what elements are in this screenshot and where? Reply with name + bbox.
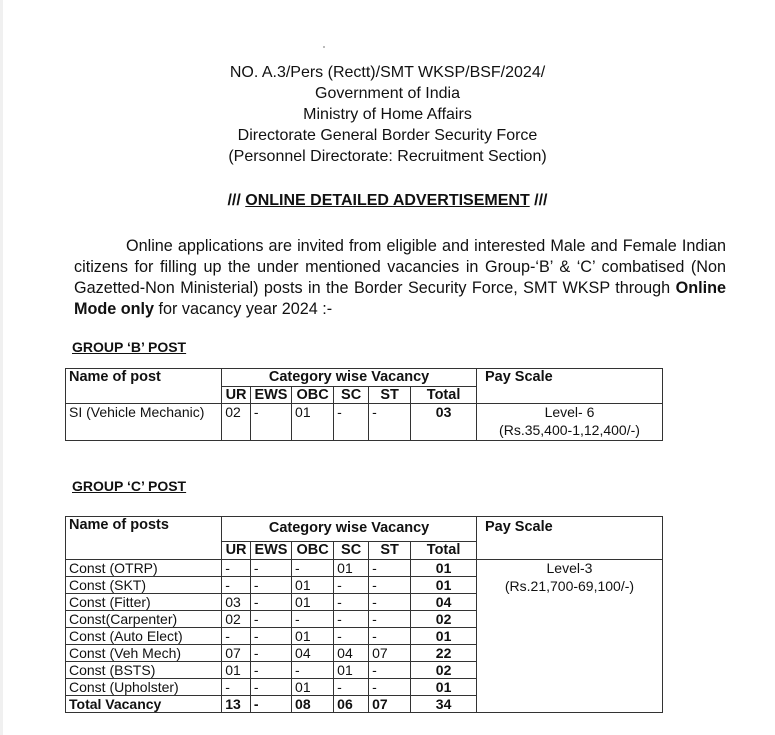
col-ur: UR <box>222 386 251 404</box>
cell-st: - <box>369 577 411 594</box>
cell-obc: 08 <box>292 696 334 713</box>
cell-sc: - <box>334 577 369 594</box>
cell-total: 02 <box>411 662 477 679</box>
cell-st: - <box>369 662 411 679</box>
post-name: Const (Fitter) <box>66 594 222 611</box>
col-obc: OBC <box>292 386 334 404</box>
post-name: Const (Auto Elect) <box>66 628 222 645</box>
post-name: Const (OTRP) <box>66 560 222 577</box>
cell-obc: 01 <box>292 577 334 594</box>
cell-st: - <box>369 404 411 441</box>
col-pay-scale: Pay Scale <box>476 369 662 404</box>
col-total: Total <box>411 541 477 559</box>
cell-ews: - <box>250 696 291 713</box>
post-name: Const (Upholster) <box>66 679 222 696</box>
cell-st: - <box>369 560 411 577</box>
pay-level: Level- 6 <box>544 404 595 420</box>
post-name: Const (SKT) <box>66 577 222 594</box>
cell-obc: 01 <box>292 679 334 696</box>
intro-paragraph: Online applications are invited from eligible and interested Male and Female Indian citizens for filling up the under mentioned vacancies in Group-‘B’ & ‘C’ combatised (Non Gazetted-Non Ministerial) posts in the Border Security Force, SMT WKSP through Online Mode only for vacancy year 2024 :- <box>74 237 726 318</box>
cell-ews: - <box>250 577 291 594</box>
table-row <box>66 404 663 441</box>
cell-st: - <box>369 611 411 628</box>
cell-sc: - <box>334 628 369 645</box>
cell-sc: 01 <box>334 560 369 577</box>
cell-total: 03 <box>411 404 477 441</box>
letter-header <box>0 62 775 167</box>
cell-ur: 03 <box>222 594 251 611</box>
advertisement-title: /// ONLINE DETAILED ADVERTISEMENT /// <box>227 192 548 209</box>
cell-ews: - <box>250 611 291 628</box>
cell-obc: 01 <box>292 404 334 441</box>
cell-ur: 01 <box>222 662 251 679</box>
cell-total: 01 <box>411 628 477 645</box>
cell-total: 22 <box>411 645 477 662</box>
cell-st: - <box>369 628 411 645</box>
cell-ur: - <box>222 679 251 696</box>
col-sc: SC <box>334 541 369 559</box>
col-ews: EWS <box>250 386 291 404</box>
pay-range: (Rs.35,400-1,12,400/-) <box>499 422 640 438</box>
cell-ur: 13 <box>222 696 251 713</box>
cell-ews: - <box>250 662 291 679</box>
header-line-section: (Personnel Directorate: Recruitment Section) <box>228 148 547 165</box>
cell-sc: - <box>334 679 369 696</box>
online-mode-emphasis: Online Mode only <box>74 279 726 318</box>
cell-sc: 01 <box>334 662 369 679</box>
cell-ews: - <box>250 594 291 611</box>
post-name: Const (BSTS) <box>66 662 222 679</box>
cell-sc: 06 <box>334 696 369 713</box>
col-sc: SC <box>334 386 369 404</box>
group-b-heading: GROUP ‘B’ POST <box>72 339 187 355</box>
advertisement-title-text: ONLINE DETAILED ADVERTISEMENT <box>245 192 530 209</box>
col-ews: EWS <box>250 541 291 559</box>
cell-total: 01 <box>411 577 477 594</box>
post-name: SI (Vehicle Mechanic) <box>66 404 222 441</box>
cell-st: - <box>369 679 411 696</box>
cell-obc: - <box>292 560 334 577</box>
cell-ews: - <box>250 560 291 577</box>
cell-ews: - <box>250 645 291 662</box>
cell-total: 01 <box>411 679 477 696</box>
cell-ur: 02 <box>222 404 251 441</box>
cell-obc: 01 <box>292 628 334 645</box>
cell-sc: 04 <box>334 645 369 662</box>
cell-total: 34 <box>411 696 477 713</box>
cell-ur: 07 <box>222 645 251 662</box>
cell-ews: - <box>250 404 291 441</box>
pay-scale-cell <box>476 404 662 441</box>
cell-ur: - <box>222 577 251 594</box>
cell-total: 02 <box>411 611 477 628</box>
cell-ur: 02 <box>222 611 251 628</box>
col-name-of-posts: Name of posts <box>66 517 222 560</box>
cell-total: 01 <box>411 560 477 577</box>
col-total: Total <box>411 386 477 404</box>
col-ur: UR <box>222 541 251 559</box>
pay-scale-cell <box>476 560 662 713</box>
pay-range: (Rs.21,700-69,100/-) <box>504 578 635 594</box>
cell-st: 07 <box>369 645 411 662</box>
post-name: Const(Carpenter) <box>66 611 222 628</box>
cell-st: 07 <box>369 696 411 713</box>
cell-sc: - <box>334 404 369 441</box>
cell-st: - <box>369 594 411 611</box>
cell-obc: - <box>292 662 334 679</box>
col-category-wise-vacancy: Category wise Vacancy <box>222 517 477 542</box>
reference-number: NO. A.3/Pers (Rectt)/SMT WKSP/BSF/2024/ <box>229 64 546 81</box>
group-b-table <box>65 368 663 441</box>
cell-ur: - <box>222 628 251 645</box>
scan-artifact <box>323 46 325 48</box>
cell-sc: - <box>334 594 369 611</box>
group-c-heading: GROUP ‘C’ POST <box>72 478 187 494</box>
col-pay-scale: Pay Scale <box>476 517 662 560</box>
cell-obc: 01 <box>292 594 334 611</box>
cell-sc: - <box>334 611 369 628</box>
pay-level: Level-3 <box>546 560 593 576</box>
header-line-ministry: Ministry of Home Affairs <box>303 106 472 123</box>
post-name: Const (Veh Mech) <box>66 645 222 662</box>
group-c-table <box>65 516 663 713</box>
table-row <box>66 560 663 577</box>
col-name-of-post: Name of post <box>66 369 222 404</box>
col-st: ST <box>369 386 411 404</box>
header-line-directorate: Directorate General Border Security Force <box>237 127 538 144</box>
col-st: ST <box>369 541 411 559</box>
cell-total: 04 <box>411 594 477 611</box>
cell-ur: - <box>222 560 251 577</box>
header-line-government: Government of India <box>315 85 460 102</box>
cell-ews: - <box>250 628 291 645</box>
col-category-wise-vacancy: Category wise Vacancy <box>222 369 477 387</box>
col-obc: OBC <box>292 541 334 559</box>
cell-obc: 04 <box>292 645 334 662</box>
cell-ews: - <box>250 679 291 696</box>
cell-obc: - <box>292 611 334 628</box>
total-label: Total Vacancy <box>66 696 222 713</box>
